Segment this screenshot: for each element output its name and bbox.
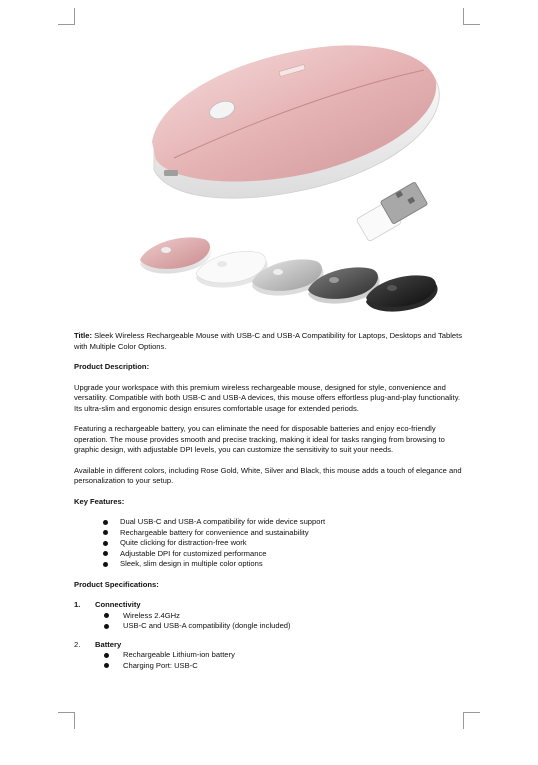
list-item: Quite clicking for distraction-free work bbox=[101, 538, 466, 549]
description-paragraph-2: Featuring a rechargeable battery, you can eliminate the need for disposable batteries and enjoy eco-friendly operation. The mouse provides smooth and precise tracking, making it ideal for tasks ranging from browsing to graphic design, with adjustable DPI levels, you can customize the sensitivity to suit your needs. bbox=[74, 424, 445, 454]
spec-number: 2. bbox=[74, 639, 81, 649]
spec-title: Connectivity bbox=[95, 600, 141, 609]
list-item: Sleek, slim design in multiple color options bbox=[101, 559, 466, 570]
spec-connectivity-heading bbox=[74, 600, 466, 611]
product-description-heading: Product Description: bbox=[74, 362, 150, 371]
document-body bbox=[74, 331, 466, 671]
spec-battery-list bbox=[74, 650, 466, 671]
mouse-rose-gold-large bbox=[152, 45, 439, 198]
description-paragraph-3: Available in different colors, including Rose Gold, White, Silver and Black, this mouse adds a touch of elegance and personalization to your setup. bbox=[74, 465, 462, 485]
list-item: Wireless 2.4GHz bbox=[98, 611, 466, 622]
spec-number: 1. bbox=[74, 600, 81, 609]
product-specifications-heading: Product Specifications: bbox=[74, 579, 159, 589]
list-item: Charging Port: USB-C bbox=[98, 661, 466, 672]
usb-dongle bbox=[356, 182, 428, 242]
spec-title: Battery bbox=[95, 639, 122, 649]
crop-mark-top-right bbox=[463, 8, 480, 25]
title-text: Sleek Wireless Rechargeable Mouse with USB-C and USB-A Compatibility for Laptops, Desktops and Tablets with Multiple Color Options. bbox=[74, 331, 463, 351]
crop-mark-bottom-right bbox=[463, 712, 480, 729]
crop-mark-bottom-left bbox=[58, 712, 75, 729]
description-paragraph-1: Upgrade your workspace with this premium wireless rechargeable mouse, designed for style, convenience and versatility. Compatible with both USB-C and USB-A devices, this mouse offers effortless plug-and-play functionality. Its ultra-slim and ergonomic design ensures comfortable usage for extended periods. bbox=[74, 382, 461, 413]
list-item: Adjustable DPI for customized performance bbox=[101, 549, 466, 560]
key-features-heading: Key Features: bbox=[74, 496, 125, 506]
list-item: Dual USB-C and USB-A compatibility for wide device support bbox=[101, 517, 466, 528]
list-item: USB-C and USB-A compatibility (dongle included) bbox=[98, 621, 466, 632]
list-item: Rechargeable Lithium-ion battery bbox=[98, 650, 466, 661]
spec-battery-heading bbox=[74, 640, 466, 651]
spec-connectivity-list bbox=[74, 611, 466, 632]
key-features-list bbox=[74, 517, 466, 570]
product-image bbox=[134, 30, 448, 316]
list-item: Rechargeable battery for convenience and sustainability bbox=[101, 528, 466, 539]
crop-mark-top-left bbox=[58, 8, 75, 25]
title-label: Title: bbox=[74, 331, 93, 340]
title-line bbox=[74, 331, 466, 352]
